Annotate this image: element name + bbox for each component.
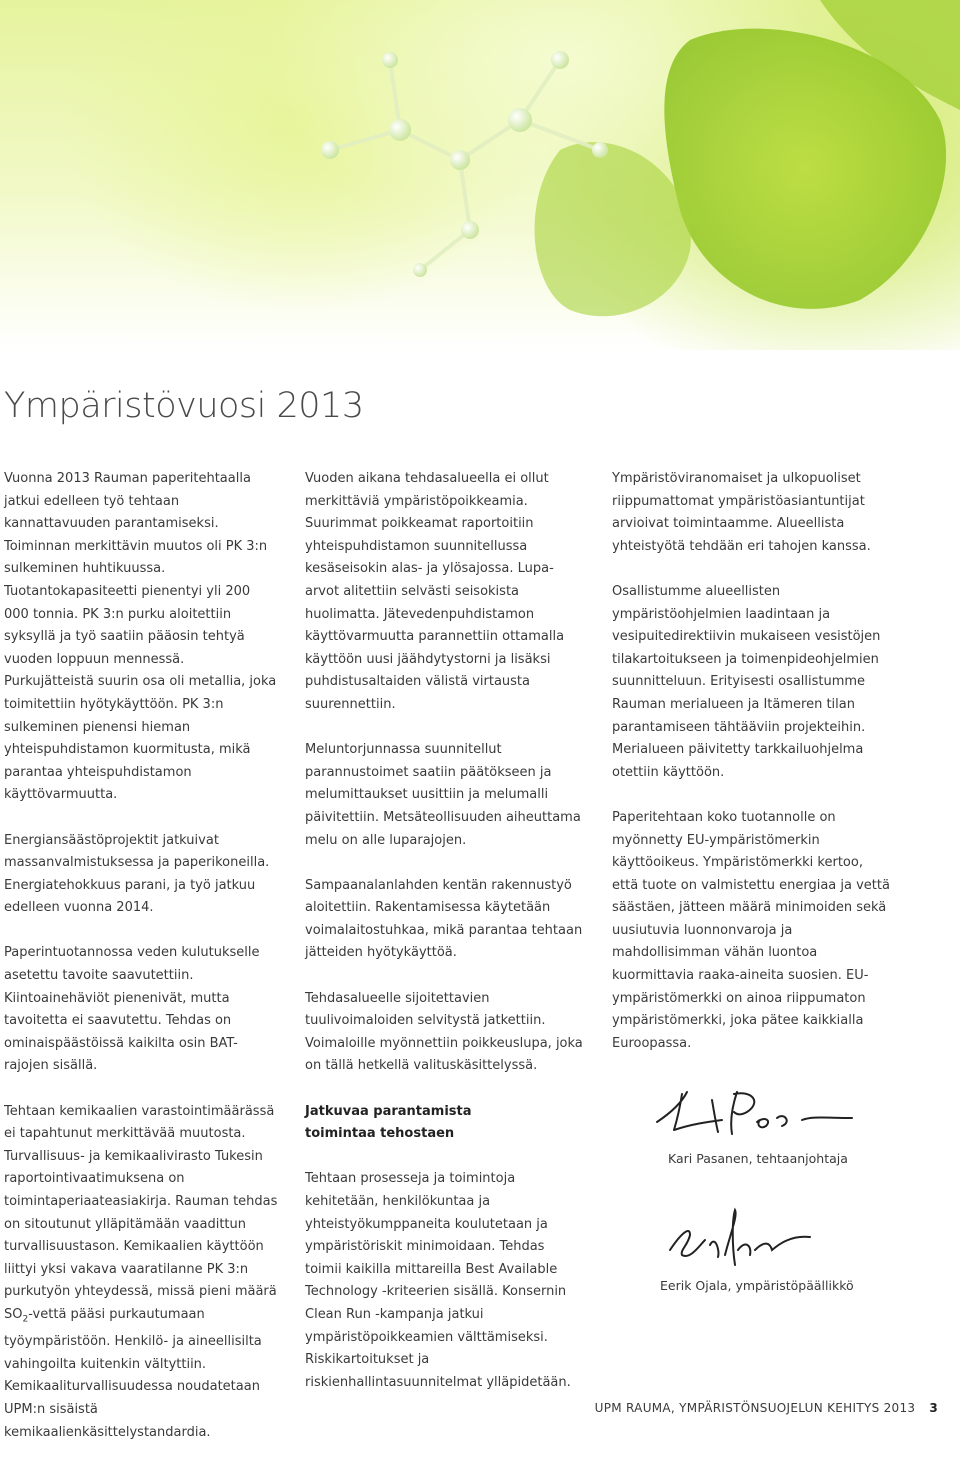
signature-kari-pasanen <box>652 1082 862 1142</box>
section-heading: Jatkuvaa parantamista toimintaa tehostaen <box>305 1103 472 1142</box>
hero-image <box>0 0 960 350</box>
page-number: 3 <box>929 1401 938 1415</box>
paragraph: Ympäristöviranomaiset ja ulkopuoliset riippumattomat ympäristöasiantuntijat arvioivat toimintaamme. Alueellista yhteistyötä tehdään eri tahojen kanssa. <box>612 471 871 554</box>
page-footer <box>595 1401 938 1415</box>
paragraph: Tehdasalueelle sijoitettavien tuulivoimaloiden selvitystä jatkettiin. Voimaloille myönnettiin poikkeuslupa, joka on tällä hetkellä valituskäsittelyssä. <box>305 990 583 1074</box>
text-column-2 <box>305 468 585 1417</box>
paragraph-text: Tehtaan kemikaalien varastointimäärässä ei tapahtunut merkittävää muutosta. Turvallisuus- ja kemikaalivirasto Tukesin raportointivaatimuksena on toimintaperiaateasiakirja. Rauman tehdas on sitoutunut ylläpitämään vaadittun turvallisuustason. Kemikaalien käyttöön liittyi yksi vakava vaaratilanne PK 3:n purkutyön yhteydessä, missä pieni määrä SO <box>4 1103 278 1322</box>
footer-text: UPM RAUMA, YMPÄRISTÖNSUOJELUN KEHITYS 2013 <box>594 1401 916 1415</box>
paragraph: Vuonna 2013 Rauman paperitehtaalla jatkui edelleen työ tehtaan kannattavuuden parantamiseksi. Toiminnan merkittävin muutos oli PK 3:n sulkeminen huhtikuussa. Tuotantokapasiteetti pienentyi yli 200 000 tonnia. PK 3:n purku aloitettiin syksyllä ja työ saatiin pääosin tehtyä vuoden loppuun mennessä. Purkujätteistä suurin osa oli metallia, joka toimitettiin hyötykäyttöön. PK 3:n sulkeminen pienensi hieman yhteispuhdistamon kuormitusta, mikä parantaa yhteispuhdistamon käyttövarmuutta. <box>4 471 277 803</box>
molecule-leaf-illustration <box>0 0 960 350</box>
paragraph: Paperitehtaan koko tuotannolle on myönnetty EU-ympäristömerkin käyttöoikeus. Ympäristömerkki kertoo, että tuote on valmistettu energiaa ja vettä säästäen, jätteen määrä minimoiden sekä uusiutuvia luonnonvaroja ja mahdollisimman vähän luontoa kuormittavia raaka-aineita suosien. EU-ympäristömerkki on ainoa riippumaton ympäristömerkki, joka pätee kaikkialla Euroopassa. <box>612 809 890 1051</box>
paragraph: Paperintuotannossa veden kulutukselle asetettu tavoite saavutettiin. Kiintoainehäviöt pienenivät, mutta tavoitetta ei saavutettu. Tehdas on ominaispäästöissä kaikilta osin BAT-rajojen sisällä. <box>4 945 260 1074</box>
paragraph: Vuoden aikana tehdasalueella ei ollut merkittäviä ympäristöpoikkeamia. Suurimmat poikkeamat raportoitiin yhteispuhdistamon suunnitellussa kesäseisokin alas- ja ylösajossa. Lupa-arvot alitettiin selvästi seisokista huolimatta. Jätevedenpuhdistamon käyttövarmuutta parannettiin ottamalla käyttöön uusi jäähdytystorni ja lisäksi puhdistusaltaiden välistä virtausta suurennettiin. <box>305 471 565 712</box>
subscript: 2 <box>22 1314 29 1325</box>
paragraph: Osallistumme alueellisten ympäristöohjelmien laadintaan ja vesipuitedirektiivin mukaiseen vesistöjen tilakartoitukseen ja toimenpideohjelmien suunnitteluun. Erityisesti osallistumme Rauman merialueen ja Itämeren tilan parantamiseen tähtääviin projekteihin. Merialueen päivitetty tarkkailuohjelma otettiin käyttöön. <box>612 583 881 780</box>
paragraph: Energiansäästöprojektit jatkuivat massanvalmistuksessa ja paperikoneilla. Energiatehokkuus parani, ja työ jatkuu edelleen vuonna 2014. <box>4 832 270 916</box>
paragraph: Meluntorjunnassa suunnitellut parannustoimet saatiin päätökseen ja melumittaukset uusittiin ja melumalli päivitettiin. Metsäteollisuuden aiheuttama melu on alle luparajojen. <box>305 742 581 848</box>
paragraph <box>4 1101 278 1445</box>
page-title: Ympäristövuosi 2013 <box>4 386 364 426</box>
signature-caption: Kari Pasanen, tehtaanjohtaja <box>668 1151 848 1166</box>
signature-caption: Eerik Ojala, ympäristöpäällikkö <box>660 1278 854 1293</box>
text-column-1 <box>4 468 278 1467</box>
signature-eerik-ojala <box>660 1205 820 1275</box>
paragraph: Sampaanalanlahden kentän rakennustyö aloitettiin. Rakentamisessa käytetään voimalaitostuhkaa, mikä parantaa tehtaan jätteiden hyötykäyttöä. <box>305 877 583 961</box>
leaf-shape <box>535 142 691 316</box>
paragraph: Tehtaan prosesseja ja toimintoja kehitetään, henkilökuntaa ja yhteistyökumppaneita koulutetaan ja ympäristöriskit minimoidaan. Tehdas toimii kaikilla mittareilla Best Available Technology -kriteerien sisällä. Konsernin Clean Run -kampanja jatkui ympäristöpoikkeamien välttämiseksi. Riskikartoitukset ja riskienhallintasuunnitelmat ylläpidetään. <box>305 1171 571 1390</box>
paragraph-text: -vettä pääsi purkautumaan työympäristöön. Henkilö- ja aineellisilta vahingoilta kuitenkin vältyttiin. Kemikaaliturvallisuudessa noudatetaan UPM:n sisäistä kemikaalienkäsittelystandardia. <box>4 1306 262 1440</box>
text-column-3 <box>612 468 892 1078</box>
